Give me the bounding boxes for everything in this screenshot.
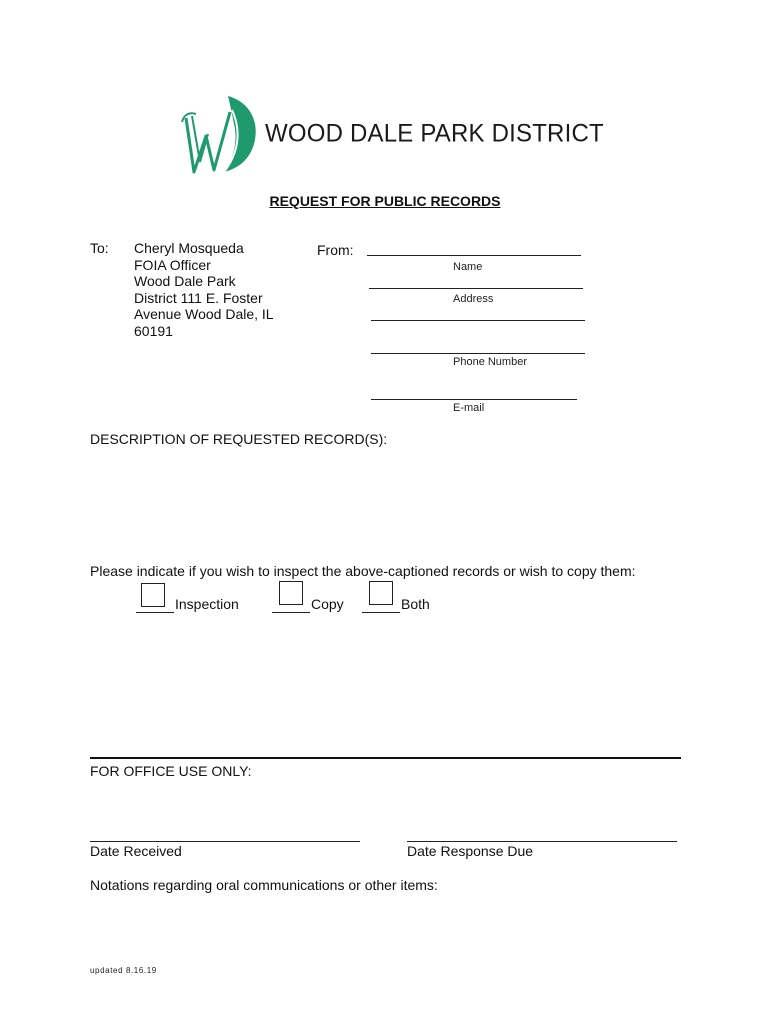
date-received-field[interactable] (90, 841, 360, 842)
recipient-line: FOIA Officer (134, 256, 211, 273)
to-label: To: (90, 240, 109, 256)
date-received-label: Date Received (90, 843, 182, 859)
wood-dale-logo-icon (180, 92, 262, 176)
recipient-line: 60191 (134, 322, 173, 339)
phone-field[interactable] (371, 353, 585, 354)
address-field-line-1[interactable] (369, 288, 583, 289)
copy-label: Copy (311, 596, 344, 612)
recipient-address (134, 240, 294, 339)
updated-date: updated 8.16.19 (90, 966, 157, 975)
office-divider (90, 757, 681, 759)
both-underline (362, 612, 400, 613)
description-label: DESCRIPTION OF REQUESTED RECORD(S): (90, 431, 388, 447)
office-use-label: FOR OFFICE USE ONLY: (90, 763, 252, 779)
email-caption: E-mail (453, 402, 485, 414)
inspection-underline (136, 612, 174, 613)
inspection-checkbox[interactable] (141, 583, 165, 607)
both-checkbox[interactable] (369, 581, 393, 605)
name-field[interactable] (367, 255, 581, 256)
email-field[interactable] (371, 399, 577, 400)
logo-text: WOOD DALE PARK DISTRICT (265, 119, 604, 148)
copy-underline (272, 612, 310, 613)
recipient-line: Avenue Wood Dale, IL (134, 306, 274, 322)
notations-label: Notations regarding oral communications or other items: (90, 877, 438, 893)
date-response-due-label: Date Response Due (407, 843, 534, 859)
both-label: Both (401, 596, 430, 612)
address-caption: Address (453, 293, 494, 305)
phone-caption: Phone Number (453, 356, 527, 368)
indicate-instruction: Please indicate if you wish to inspect the above-captioned records or wish to copy them: (90, 563, 636, 579)
from-label: From: (317, 242, 354, 258)
inspection-label: Inspection (175, 596, 239, 612)
address-field-line-2[interactable] (371, 320, 585, 321)
name-caption: Name (453, 261, 483, 273)
page-title: REQUEST FOR PUBLIC RECORDS (269, 193, 501, 209)
recipient-line: District 111 E. Foster (134, 289, 263, 306)
copy-checkbox[interactable] (279, 581, 303, 605)
recipient-line: Cheryl Mosqueda (134, 240, 244, 256)
recipient-line: Wood Dale Park (134, 273, 236, 289)
date-response-due-field[interactable] (407, 841, 677, 842)
